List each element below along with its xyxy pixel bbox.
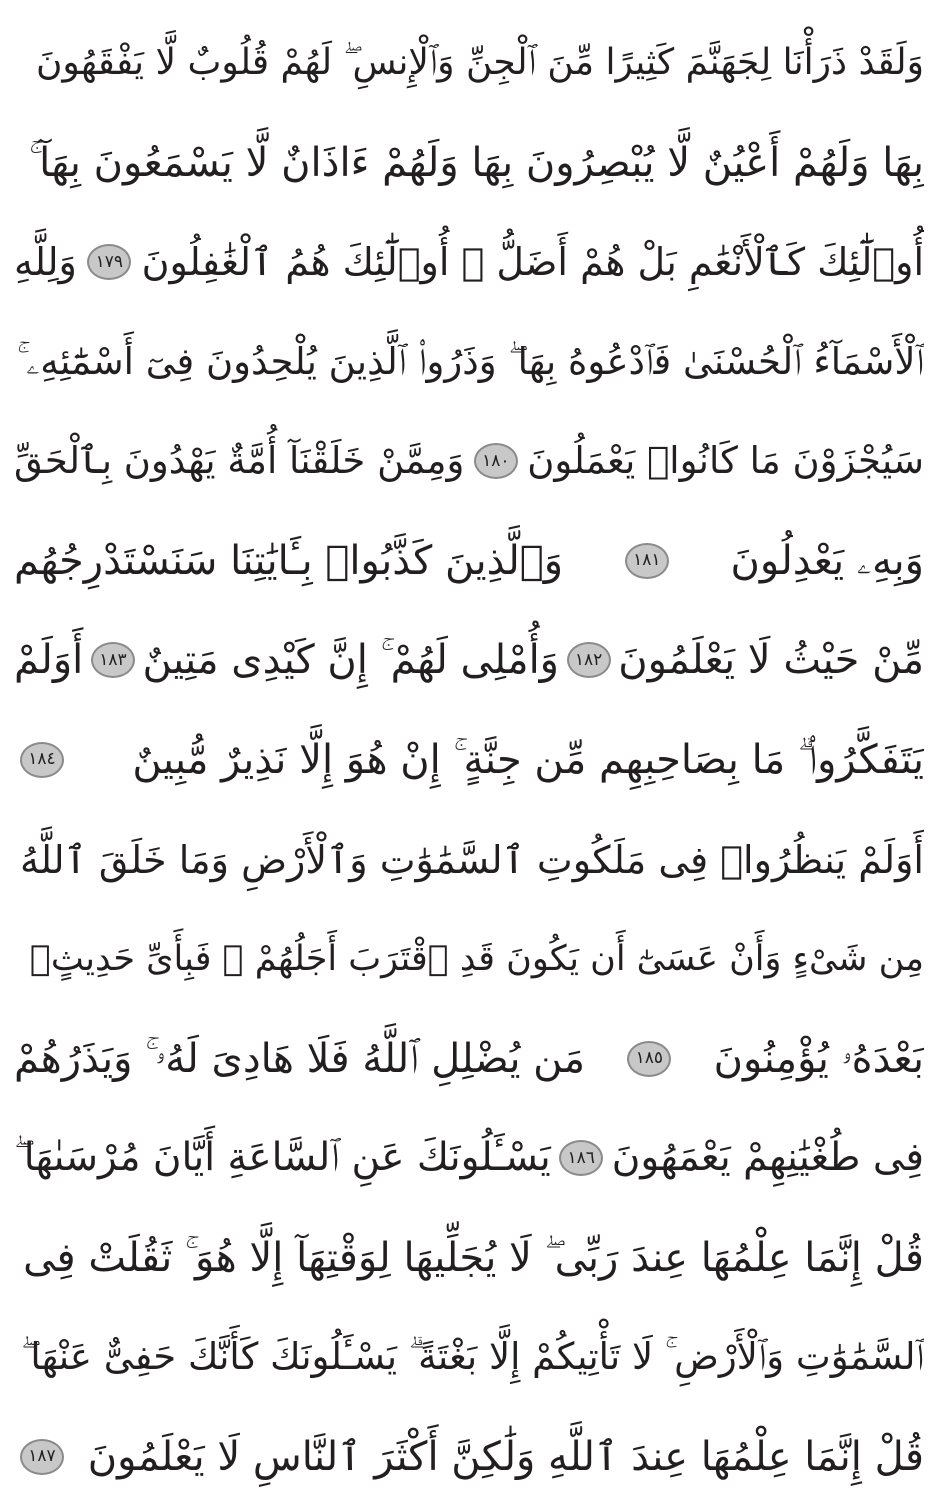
ayah-number-marker: ١٨١: [625, 543, 669, 579]
verse-text: ٱلسَّمَٰوَٰتِ وَٱلْأَرْضِ ۚ لَا تَأْتِيكُمْ إِلَّا بَغْتَةً ۗ يَسْـَٔلُونَكَ كَأَنَّكَ حَفِىٌّ عَنْهَا ۖ: [21, 1335, 924, 1379]
verse-text: سَيُجْزَوْنَ مَا كَانُوا۟ يَعْمَلُونَ: [527, 439, 924, 483]
verse-text: أَوَلَمْ: [14, 637, 84, 684]
verse-text: وَأُمْلِى لَهُمْ ۚ إِنَّ كَيْدِى مَتِينٌ: [142, 637, 559, 684]
verse-text: مَن يُضْلِلِ ٱللَّهُ فَلَا هَادِىَ لَهُۥ ۚ وَيَذَرُهُمْ: [14, 1035, 586, 1082]
ayah-number-marker: ١٨٥: [627, 1041, 671, 1077]
verse-text: وَبِهِۦ يَعْدِلُونَ: [730, 537, 924, 584]
ayah-number-marker: ١٨٤: [20, 742, 64, 778]
ayah-number-marker: ١٧٩: [87, 244, 131, 280]
verse-text: يَسْـَٔلُونَكَ عَنِ ٱلسَّاعَةِ أَيَّانَ مُرْسَىٰهَا ۖ: [14, 1135, 551, 1181]
verse-text: وَلَقَدْ ذَرَأْنَا لِجَهَنَّمَ كَثِيرًا مِّنَ ٱلْجِنِّ وَٱلْإِنسِ ۖ لَهُمْ قُلُوبٌ لَّا يَفْقَهُونَ: [35, 42, 924, 83]
text-line-8: [14, 719, 924, 801]
text-line-11: [14, 1018, 924, 1100]
text-line-12: [14, 1117, 924, 1199]
ayah-number-marker: ١٨٠: [474, 443, 518, 479]
text-line-3: [14, 221, 924, 303]
text-line-1: [14, 22, 924, 104]
verse-text: قُلْ إِنَّمَا عِلْمُهَا عِندَ رَبِّى ۖ لَا يُجَلِّيهَا لِوَقْتِهَآ إِلَّا هُوَ ۚ ثَقُلَتْ فِى: [23, 1234, 924, 1281]
verse-text: وَٱلَّذِينَ كَذَّبُوا۟ بِـَٔايَٰتِنَا سَنَسْتَدْرِجُهُم: [14, 537, 564, 584]
text-line-10: [14, 918, 924, 1000]
text-line-2: [14, 122, 924, 204]
ayah-number-marker: ١٨٧: [20, 1439, 64, 1475]
verse-text: بَعْدَهُۥ يُؤْمِنُونَ: [713, 1035, 924, 1082]
text-line-7: [14, 619, 924, 701]
verse-text: يَتَفَكَّرُوا۟ ۗ مَا بِصَاحِبِهِم مِّن جِنَّةٍ ۚ إِنْ هُوَ إِلَّا نَذِيرٌ مُّبِينٌ: [132, 736, 924, 783]
text-line-14: [14, 1316, 924, 1398]
verse-text: مِّنْ حَيْثُ لَا يَعْلَمُونَ: [618, 637, 924, 684]
text-line-5: [14, 420, 924, 502]
mushaf-page: [14, 22, 924, 1498]
verse-text: بِهَا وَلَهُمْ أَعْيُنٌ لَّا يُبْصِرُونَ بِهَا وَلَهُمْ ءَاذَانٌ لَّا يَسْمَعُونَ بِهَآ ۚ: [29, 139, 924, 186]
ayah-number-marker: ١٨٣: [91, 642, 135, 678]
text-line-9: [14, 819, 924, 901]
text-line-6: [14, 520, 924, 602]
verse-text: أُو۟لَٰٓئِكَ كَٱلْأَنْعَٰمِ بَلْ هُمْ أَضَلُّ ۚ أُو۟لَٰٓئِكَ هُمُ ٱلْغَٰفِلُونَ: [141, 240, 924, 285]
verse-text: وَلِلَّهِ: [14, 240, 77, 285]
verse-text: مِن شَىْءٍ وَأَنْ عَسَىٰٓ أَن يَكُونَ قَدِ ٱقْتَرَبَ أَجَلُهُمْ ۖ فَبِأَىِّ حَدِيثٍۭ: [29, 939, 924, 980]
text-line-13: [14, 1217, 924, 1299]
verse-text: فِى طُغْيَٰنِهِمْ يَعْمَهُونَ: [611, 1135, 924, 1181]
verse-text: قُلْ إِنَّمَا عِلْمُهَا عِندَ ٱللَّهِ وَلَٰكِنَّ أَكْثَرَ ٱلنَّاسِ لَا يَعْلَمُونَ: [87, 1433, 924, 1480]
verse-text: وَمِمَّنْ خَلَقْنَآ أُمَّةٌ يَهْدُونَ بِٱلْحَقِّ: [14, 439, 465, 483]
ayah-number-marker: ١٨٢: [567, 642, 611, 678]
verse-text: ٱلْأَسْمَآءُ ٱلْحُسْنَىٰ فَٱدْعُوهُ بِهَا ۖ وَذَرُوا۟ ٱلَّذِينَ يُلْحِدُونَ فِىٓ أَسْمَٰٓئِهِۦ ۚ: [16, 339, 924, 383]
text-line-15: [14, 1416, 924, 1498]
verse-text: أَوَلَمْ يَنظُرُوا۟ فِى مَلَكُوتِ ٱلسَّمَٰوَٰتِ وَٱلْأَرْضِ وَمَا خَلَقَ ٱللَّهُ: [19, 837, 924, 882]
text-line-4: [14, 321, 924, 403]
ayah-number-marker: ١٨٦: [559, 1140, 603, 1176]
